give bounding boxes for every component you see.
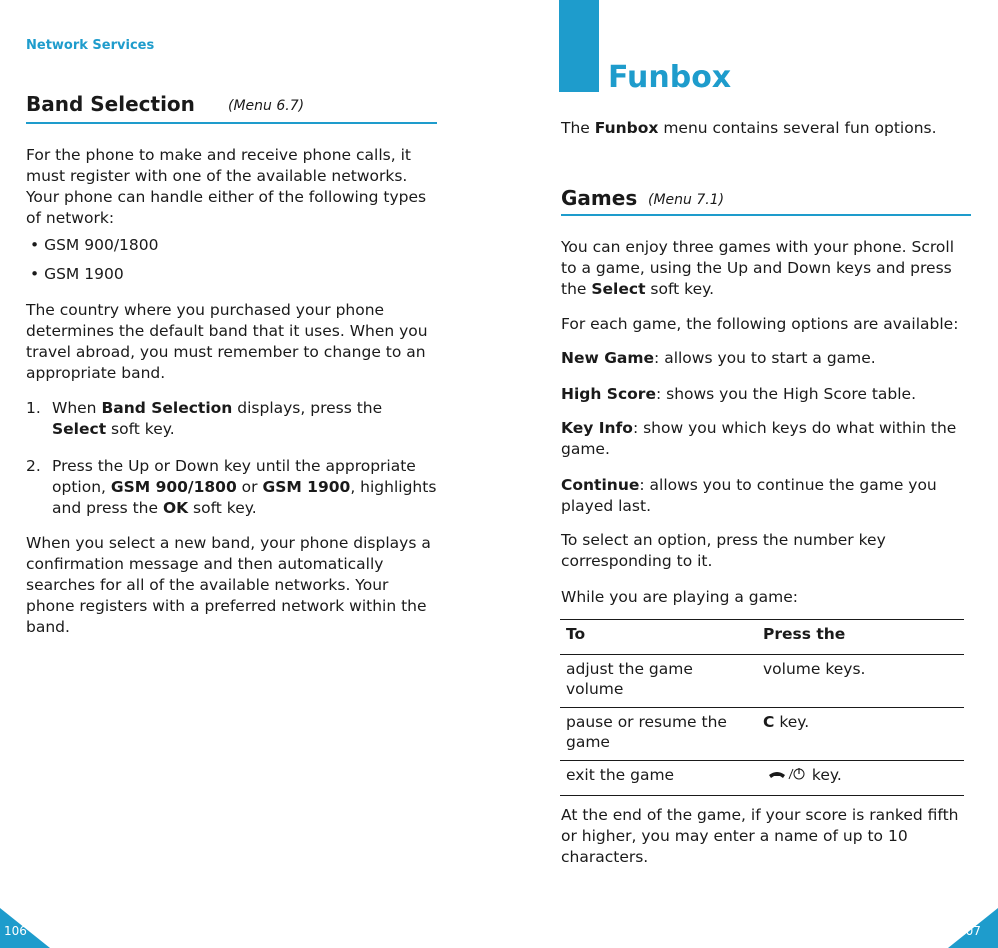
end-power-key-icon	[767, 766, 807, 787]
heading-menu-ref: (Menu 6.7)	[228, 98, 305, 114]
game-controls-table	[560, 619, 964, 796]
table-cell-key: volume keys.	[757, 655, 964, 708]
table-cell-action: pause or resume the game	[560, 708, 757, 761]
bullet-item: • GSM 1900	[30, 265, 124, 283]
games-p2: For each game, the following options are available:	[561, 315, 959, 333]
band-intro: For the phone to make and receive phone calls, it must register with one of the available networks. Your phone can handle either of the following types of network:	[26, 146, 427, 227]
games-p5: At the end of the game, if your score is ranked fifth or higher, you may enter a name of up to 10 characters.	[561, 806, 959, 866]
bullet-text: GSM 1900	[44, 265, 124, 283]
option-continue: Continue: allows you to continue the game you played last.	[561, 476, 937, 515]
funbox-intro: The Funbox menu contains several fun options.	[561, 119, 937, 137]
heading-menu-ref: (Menu 7.1)	[648, 192, 725, 208]
chapter-title: Funbox	[608, 60, 732, 95]
table-header-row	[560, 620, 964, 655]
page-number-left: 106	[4, 924, 27, 938]
table-row	[560, 655, 964, 708]
step-number: 1.	[26, 399, 41, 417]
heading-title: Games	[561, 186, 638, 210]
table-cell-action: adjust the game volume	[560, 655, 757, 708]
table-cell-action: exit the game	[560, 761, 757, 796]
games-p3: To select an option, press the number key corresponding to it.	[561, 531, 886, 570]
page-number-right: 107	[958, 924, 981, 938]
option-key-info: Key Info: show you which keys do what within the game.	[561, 419, 957, 458]
table-row	[560, 761, 964, 796]
option-high-score: High Score: shows you the High Score table.	[561, 385, 917, 403]
bullet-text: GSM 900/1800	[44, 236, 159, 254]
chapter-tab-block	[559, 0, 599, 92]
heading-title: Band Selection	[26, 92, 195, 116]
table-cell-key: C key.	[757, 708, 964, 761]
table-row	[560, 708, 964, 761]
band-para2: The country where you purchased your phone determines the default band that it uses. When you travel abroad, you must remember to change to an appropriate band.	[26, 301, 428, 382]
bullet-item: • GSM 900/1800	[30, 236, 159, 254]
band-para3: When you select a new band, your phone displays a confirmation message and then automatically searches for all of the available networks. Your phone registers with a preferred network within the band.	[26, 534, 431, 636]
games-p1: You can enjoy three games with your phone. Scroll to a game, using the Up and Down keys and press the Select soft key.	[561, 238, 955, 298]
band-selection-heading	[26, 92, 437, 124]
step-number: 2.	[26, 457, 41, 475]
table-header-cell: Press the	[757, 620, 964, 655]
games-heading	[561, 186, 971, 216]
table-cell-key: key.	[757, 761, 964, 796]
step-1: When Band Selection displays, press the Select soft key.	[52, 399, 383, 438]
games-p4: While you are playing a game:	[561, 588, 798, 606]
table-header-cell: To	[560, 620, 757, 655]
section-label: Network Services	[26, 38, 155, 53]
option-new-game: New Game: allows you to start a game.	[561, 349, 876, 367]
step-2: Press the Up or Down key until the appropriate option, GSM 900/1800 or GSM 1900, highlights and press the OK soft key.	[52, 457, 437, 517]
